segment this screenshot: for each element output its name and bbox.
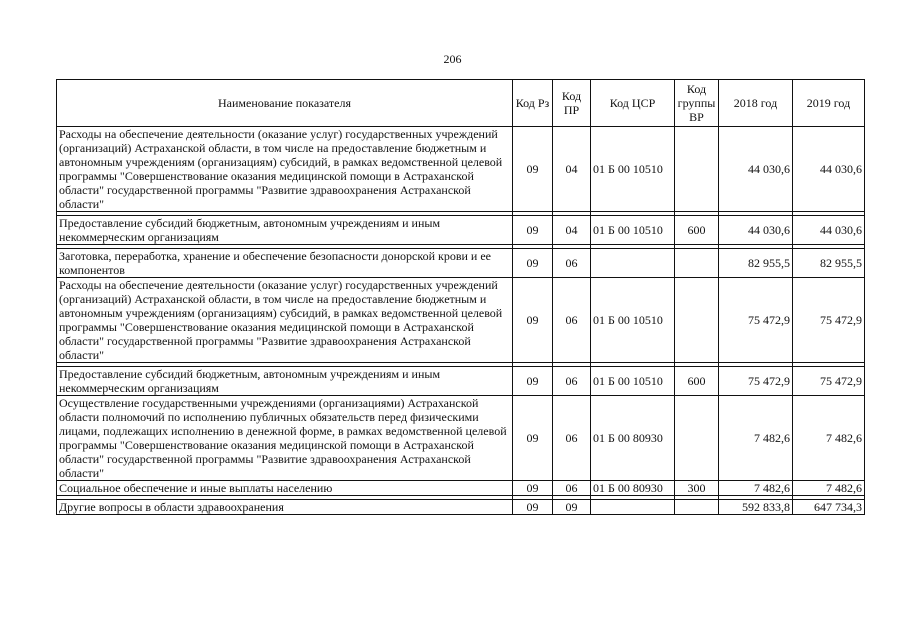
row-name: Социальное обеспечение и иные выплаты населению: [57, 481, 513, 496]
page-number: 206: [443, 52, 462, 66]
row-pr: 06: [553, 278, 591, 363]
row-2018: 44 030,6: [719, 216, 793, 245]
row-name: Предоставление субсидий бюджетным, автономным учреждениям и иным некоммерческим организациям: [57, 367, 513, 396]
row-rz: 09: [513, 500, 553, 515]
header-2019: 2019 год: [793, 80, 865, 127]
table-row: [57, 500, 865, 515]
row-2019: 44 030,6: [793, 127, 865, 212]
row-csr: 01 Б 00 10510: [591, 367, 675, 396]
row-2019: 75 472,9: [793, 278, 865, 363]
row-vr: [675, 127, 719, 212]
row-pr: 06: [553, 249, 591, 278]
row-pr: 09: [553, 500, 591, 515]
row-2019: 82 955,5: [793, 249, 865, 278]
row-2018: 7 482,6: [719, 396, 793, 481]
row-vr: [675, 396, 719, 481]
row-rz: 09: [513, 367, 553, 396]
header-pr: Код ПР: [553, 80, 591, 127]
row-name: Расходы на обеспечение деятельности (оказание услуг) государственных учреждений (организаций) Астраханской области, в том числе на предоставление бюджетным и автономным учреждениям (организациям) субсидий, в рамках ведомственной целевой программы "Совершенствование оказания медицинской помощи в Астраханской области" государственной программы "Развитие здравоохранения Астраханской области": [57, 127, 513, 212]
row-2018: 75 472,9: [719, 367, 793, 396]
row-csr: 01 Б 00 10510: [591, 127, 675, 212]
row-2018: 7 482,6: [719, 481, 793, 496]
table-row: [57, 216, 865, 245]
table-row: [57, 249, 865, 278]
row-name: Осуществление государственными учреждениями (организациями) Астраханской области полномочий по исполнению публичных обязательств перед физическими лицами, подлежащих исполнению в денежной форме, в рамках ведомственной целевой программы "Совершенствование оказания медицинской помощи в Астраханской области" государственной программы "Развитие здравоохранения Астраханской области": [57, 396, 513, 481]
row-2018: 44 030,6: [719, 127, 793, 212]
row-csr: 01 Б 00 80930: [591, 481, 675, 496]
row-2019: 75 472,9: [793, 367, 865, 396]
table-row: [57, 127, 865, 212]
row-name: Расходы на обеспечение деятельности (оказание услуг) государственных учреждений (организаций) Астраханской области, в том числе на предоставление бюджетным и автономным учреждениям (организациям) субсидий, в рамках ведомственной целевой программы "Совершенствование оказания медицинской помощи в Астраханской области" государственной программы "Развитие здравоохранения Астраханской области": [57, 278, 513, 363]
table-row: [57, 367, 865, 396]
row-vr: [675, 249, 719, 278]
row-rz: 09: [513, 127, 553, 212]
header-rz: Код Рз: [513, 80, 553, 127]
row-vr: [675, 500, 719, 515]
row-vr: [675, 278, 719, 363]
table-row: [57, 278, 865, 363]
table-row: [57, 396, 865, 481]
table-row: [57, 481, 865, 496]
row-name: Предоставление субсидий бюджетным, автономным учреждениям и иным некоммерческим организациям: [57, 216, 513, 245]
row-rz: 09: [513, 216, 553, 245]
row-name: Заготовка, переработка, хранение и обеспечение безопасности донорской крови и ее компонентов: [57, 249, 513, 278]
row-2019: 7 482,6: [793, 481, 865, 496]
header-2018: 2018 год: [719, 80, 793, 127]
budget-table: [56, 79, 865, 515]
header-name: Наименование показателя: [57, 80, 513, 127]
table-header-row: [57, 80, 865, 127]
row-2018: 82 955,5: [719, 249, 793, 278]
row-pr: 06: [553, 481, 591, 496]
row-csr: 01 Б 00 10510: [591, 216, 675, 245]
row-pr: 04: [553, 127, 591, 212]
row-2019: 647 734,3: [793, 500, 865, 515]
row-rz: 09: [513, 278, 553, 363]
row-rz: 09: [513, 481, 553, 496]
row-pr: 06: [553, 396, 591, 481]
row-pr: 06: [553, 367, 591, 396]
header-csr: Код ЦСР: [591, 80, 675, 127]
row-csr: 01 Б 00 80930: [591, 396, 675, 481]
row-2019: 44 030,6: [793, 216, 865, 245]
row-rz: 09: [513, 249, 553, 278]
row-2018: 75 472,9: [719, 278, 793, 363]
row-csr: [591, 249, 675, 278]
row-2019: 7 482,6: [793, 396, 865, 481]
row-vr: 300: [675, 481, 719, 496]
row-csr: [591, 500, 675, 515]
row-vr: 600: [675, 216, 719, 245]
row-pr: 04: [553, 216, 591, 245]
row-rz: 09: [513, 396, 553, 481]
row-vr: 600: [675, 367, 719, 396]
header-vr: Код группы ВР: [675, 80, 719, 127]
row-csr: 01 Б 00 10510: [591, 278, 675, 363]
row-name: Другие вопросы в области здравоохранения: [57, 500, 513, 515]
row-2018: 592 833,8: [719, 500, 793, 515]
